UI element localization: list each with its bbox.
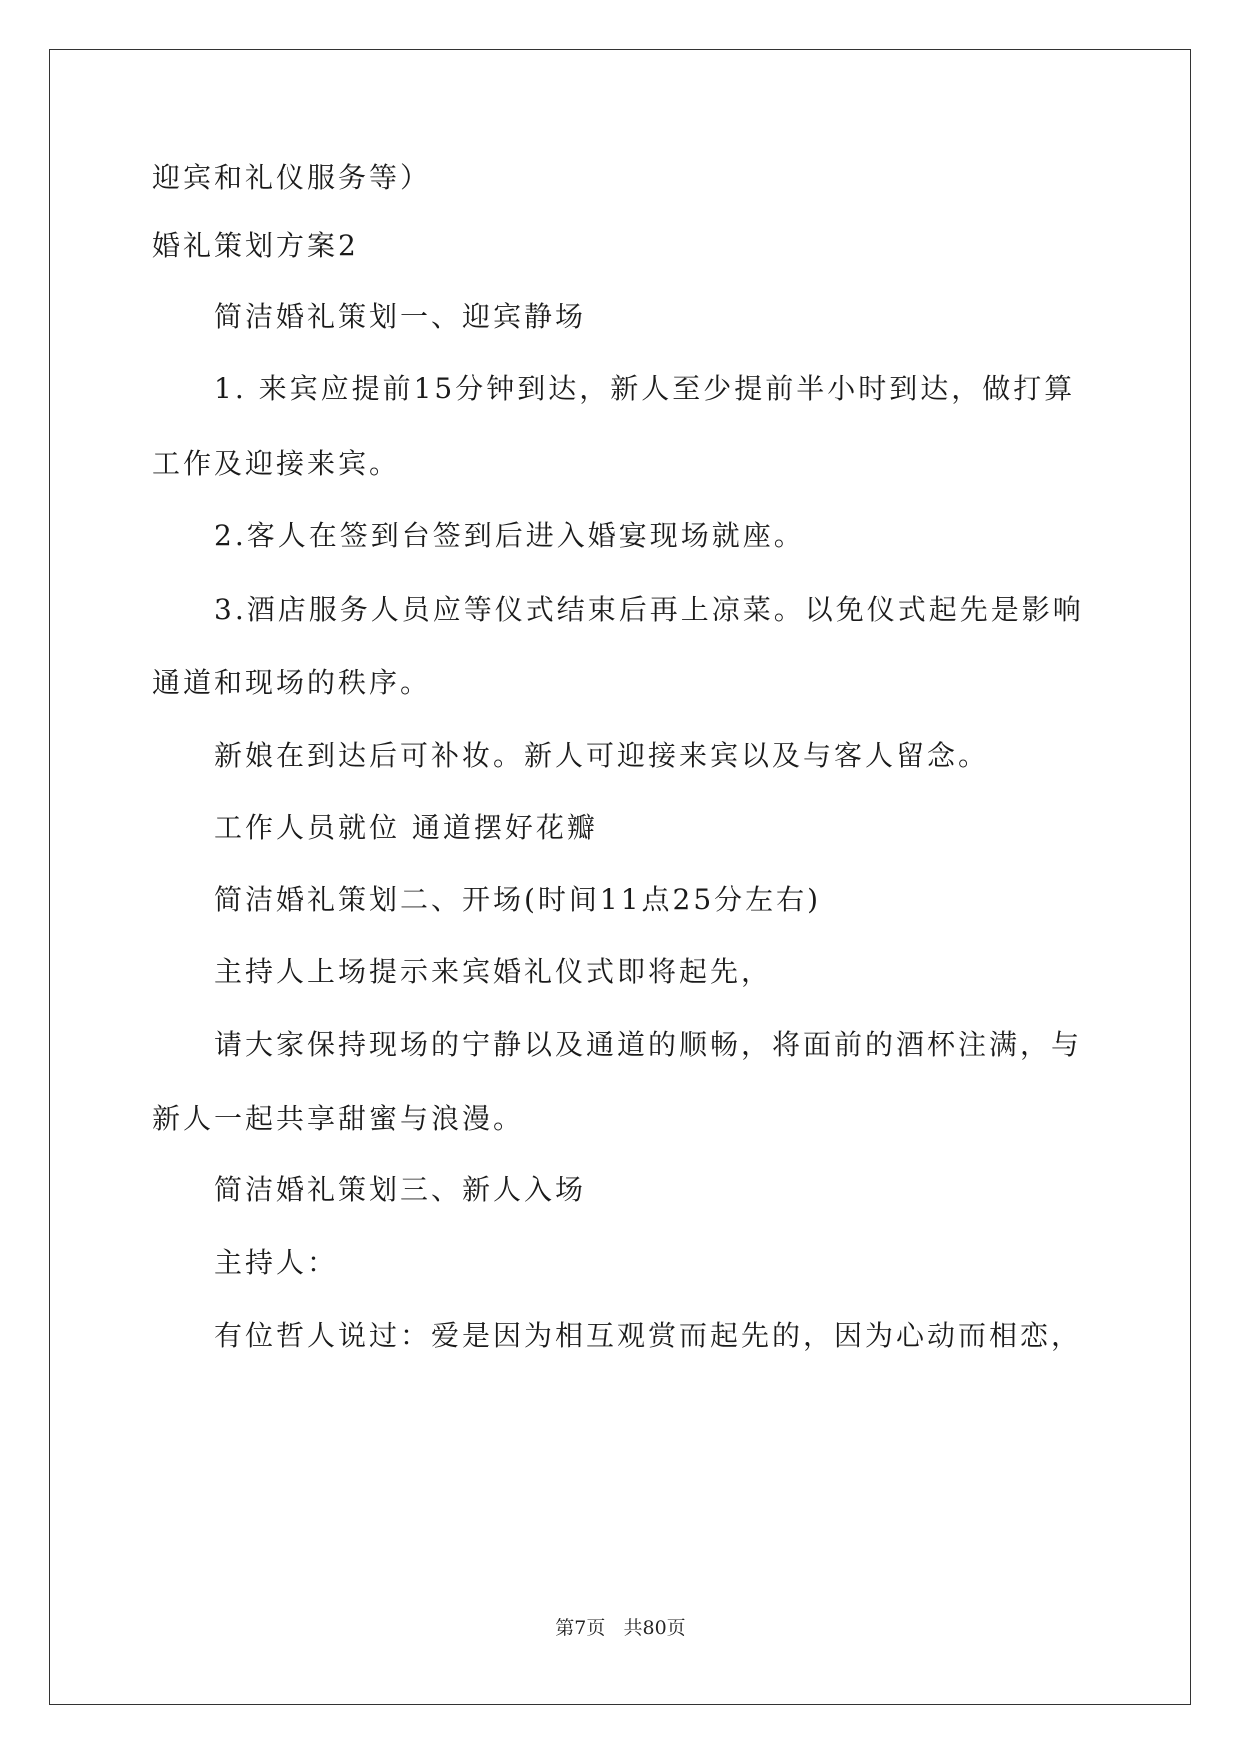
text-line-7: 3.酒店服务人员应等仪式结束后再上凉菜。以免仪式起先是影响 bbox=[214, 593, 1084, 626]
text-line-4: 1. 来宾应提前15分钟到达，新人至少提前半小时到达，做打算 bbox=[214, 372, 1076, 405]
text-line-8: 通道和现场的秩序。 bbox=[152, 666, 432, 699]
text-line-12: 主持人上场提示来宾婚礼仪式即将起先， bbox=[214, 955, 773, 988]
page-footer bbox=[0, 1615, 1241, 1641]
section-heading: 婚礼策划方案2 bbox=[152, 229, 359, 262]
text-line-17: 有位哲人说过：爱是因为相互观赏而起先的，因为心动而相恋， bbox=[214, 1319, 1083, 1352]
subheading-3: 简洁婚礼策划三、新人入场 bbox=[214, 1173, 587, 1206]
text-line-10: 工作人员就位 通道摆好花瓣 bbox=[214, 811, 598, 844]
text-line-13: 请大家保持现场的宁静以及通道的顺畅，将面前的酒杯注满，与 bbox=[214, 1028, 1083, 1061]
page-number: 第7页 共80页 bbox=[555, 1617, 686, 1639]
subheading-1: 简洁婚礼策划一、迎宾静场 bbox=[214, 300, 587, 333]
text-line-5: 工作及迎接来宾。 bbox=[152, 447, 401, 480]
text-line-9: 新娘在到达后可补妆。新人可迎接来宾以及与客人留念。 bbox=[214, 739, 990, 772]
text-line-6: 2.客人在签到台签到后进入婚宴现场就座。 bbox=[214, 519, 805, 552]
subheading-2: 简洁婚礼策划二、开场(时间11点25分左右) bbox=[214, 883, 822, 916]
text-line-16: 主持人： bbox=[214, 1246, 339, 1279]
text-line-1: 迎宾和礼仪服务等） bbox=[152, 161, 432, 194]
text-line-14: 新人一起共享甜蜜与浪漫。 bbox=[152, 1102, 525, 1135]
